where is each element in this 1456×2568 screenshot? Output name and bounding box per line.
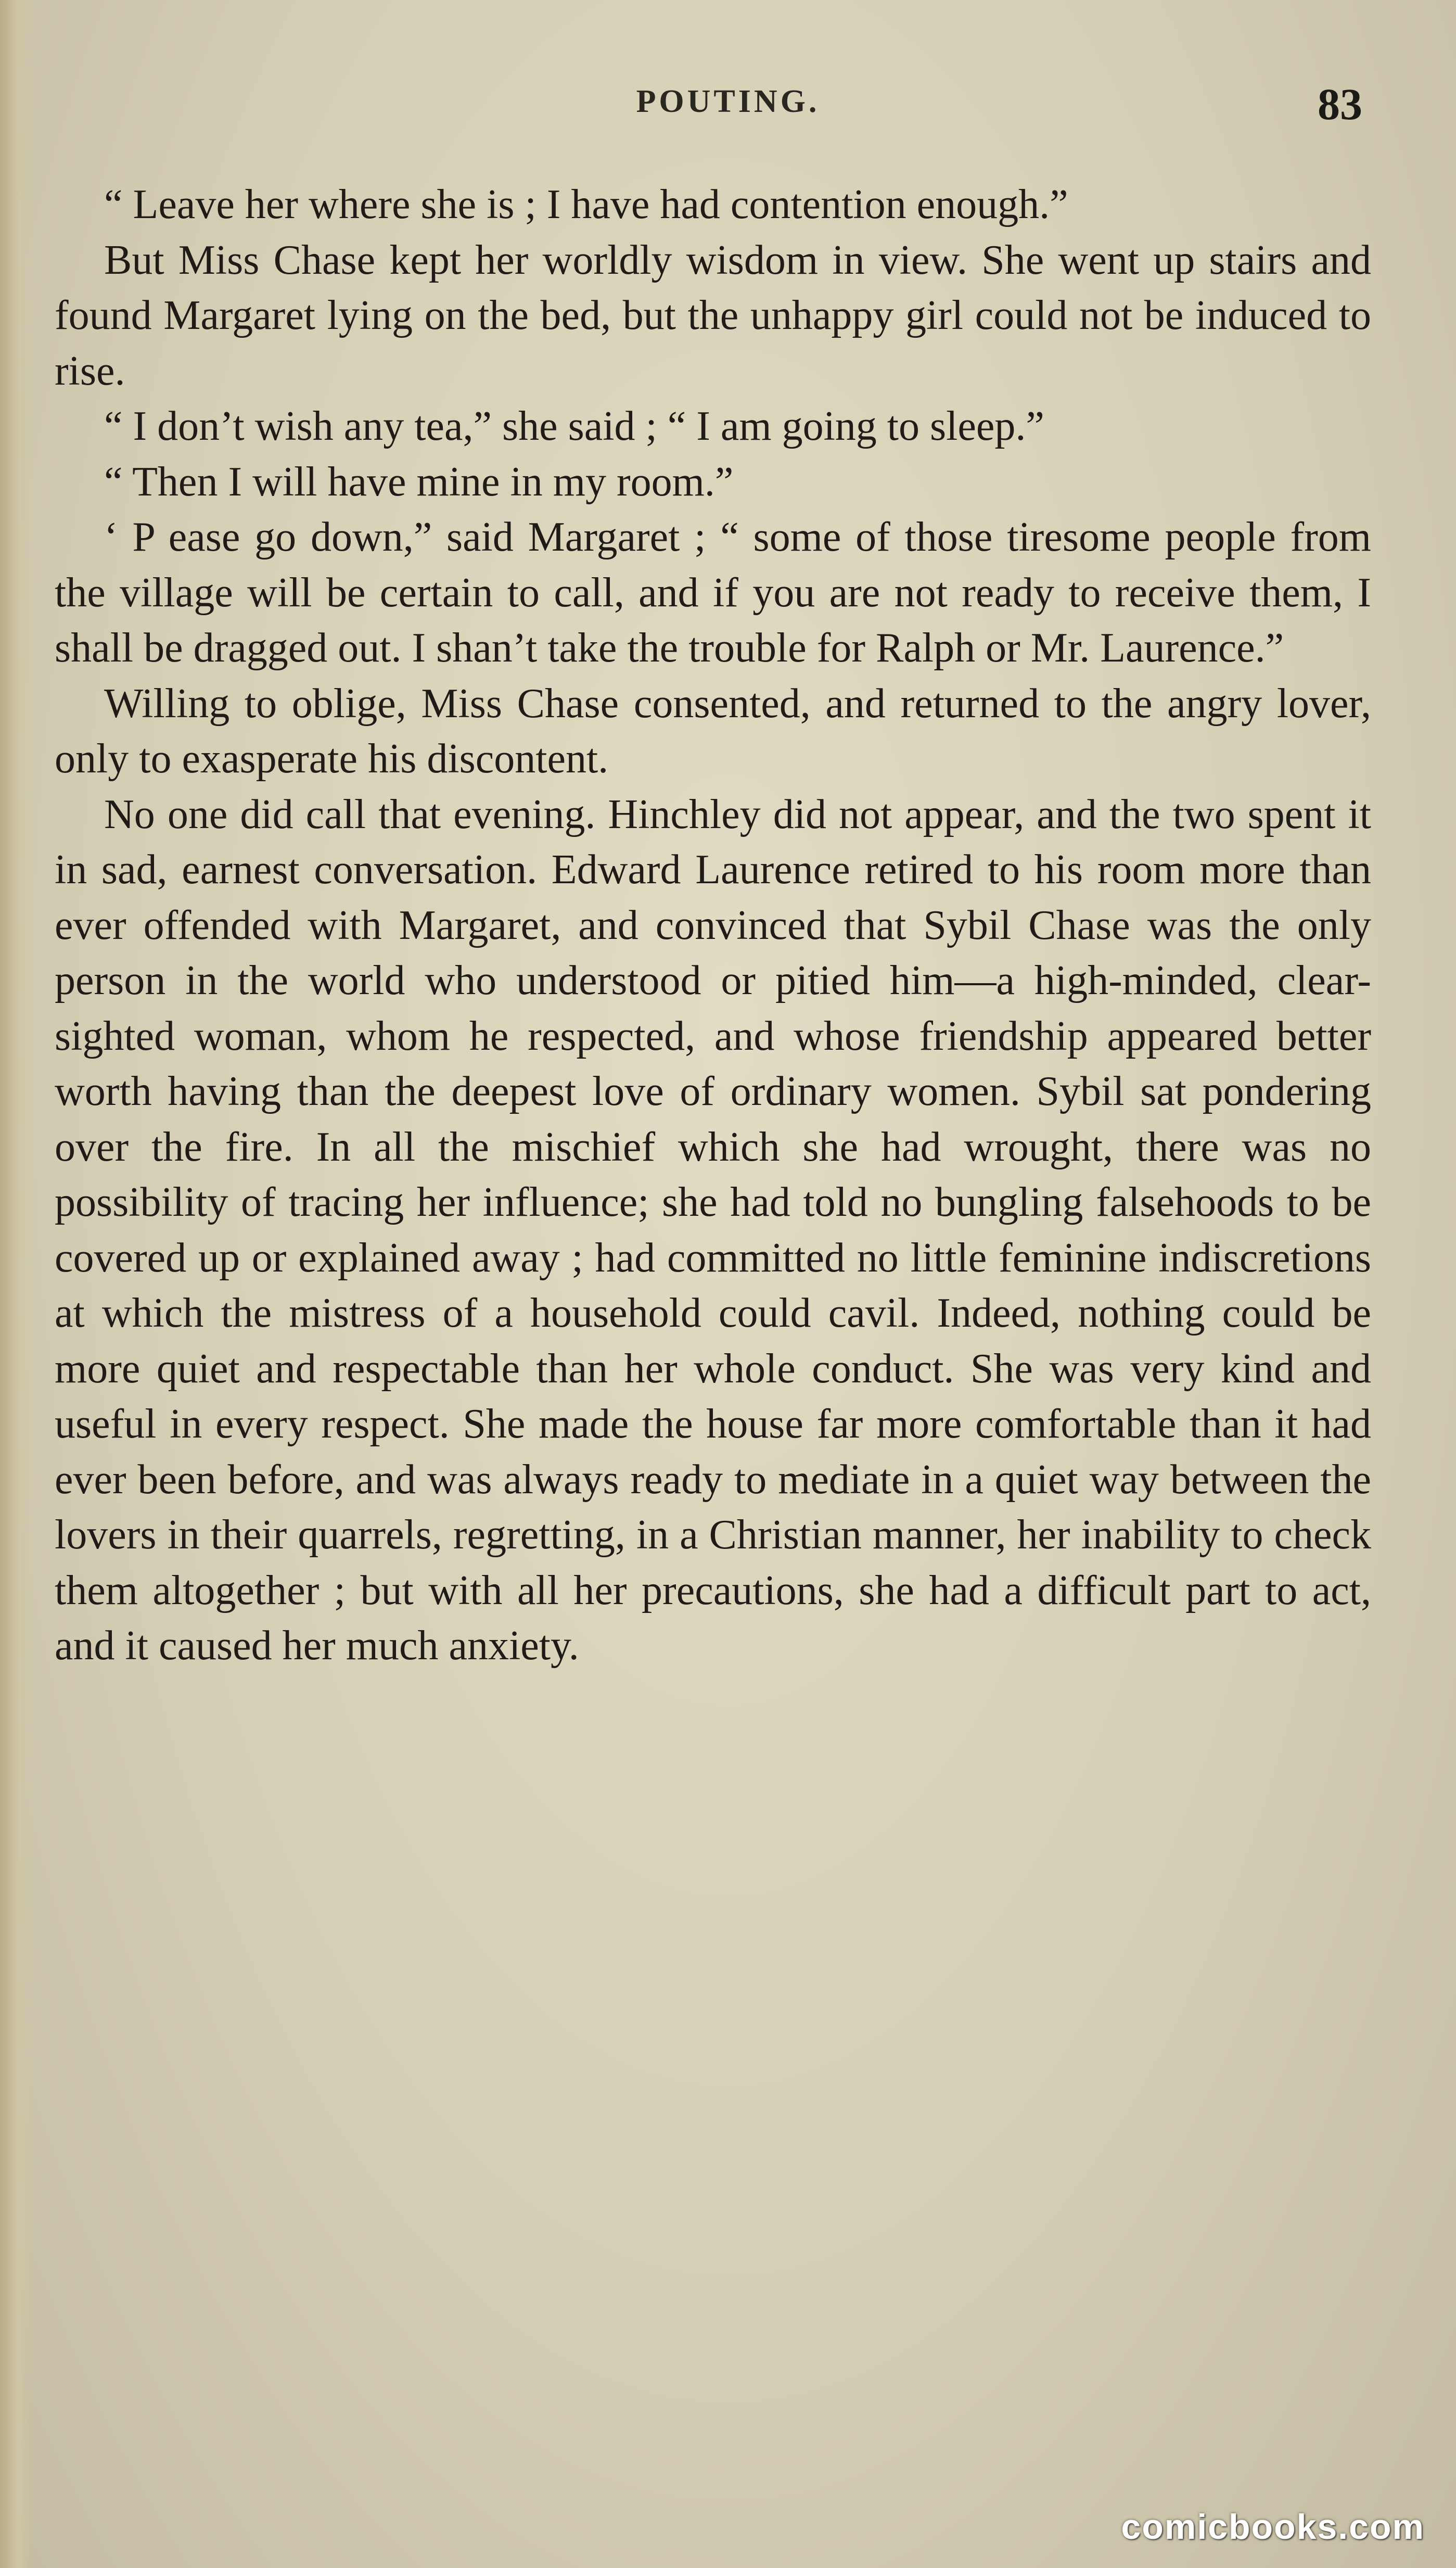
paragraph: ‘ P ease go down,” said Margaret ; “ some of those tiresome people from the village will be certain to call, and if you are not ready to receive them, I shall be dragged out. I shan’t take the trouble for Ralph or Mr. Laurence.” — [55, 514, 1371, 671]
paragraph: No one did call that evening. Hinchley did not appear, and the two spent it in sad, earnest conversation. Edward Laurence retired to his room more than ever offended with Margaret, and convinced that Sybil Chase was the only person in the world who understood or pitied him—a high-minded, clear-sighted woman, whom he respected, and whose friendship appeared better worth having than the deepest love of ordinary women. Sybil sat pondering over the fire. In all the mischief which she had wrought, there was no possibility of tracing her influence; she had told no bungling falsehoods to be covered up or explained away ; had committed no little feminine indiscretions at which the mistress of a household could cavil. Indeed, nothing could be more quiet and respectable than her whole conduct. She was very kind and useful in every respect. She made the house far more comfortable than it had ever been before, and was always ready to mediate in a quiet way between the lovers in their quarrels, regretting, in a Christian manner, her inability to check them altogether ; but with all her precautions, she had a difficult part to act, and it caused her much anxiety. — [55, 791, 1371, 1669]
page-edge-shadow — [0, 0, 31, 2568]
page-header — [0, 79, 1456, 130]
watermark: comicbooks.com — [1121, 2507, 1425, 2547]
paragraph: Willing to oblige, Miss Chase consented, and returned to the angry lover, only to exasperate his discontent. — [55, 680, 1371, 782]
running-head: POUTING. — [636, 84, 820, 119]
page-number: 83 — [1318, 79, 1362, 129]
paragraph: “ I don’t wish any tea,” she said ; “ I am going to sleep.” — [104, 403, 1044, 449]
paragraph: “ Then I will have mine in my room.” — [104, 459, 734, 505]
paragraph: But Miss Chase kept her worldly wisdom in view. She went up stairs and found Margaret lying on the bed, but the unhappy girl could not be induced to rise. — [55, 237, 1371, 394]
paragraph: “ Leave her where she is ; I have had contention enough.” — [104, 182, 1068, 227]
body-text — [55, 177, 1371, 1674]
